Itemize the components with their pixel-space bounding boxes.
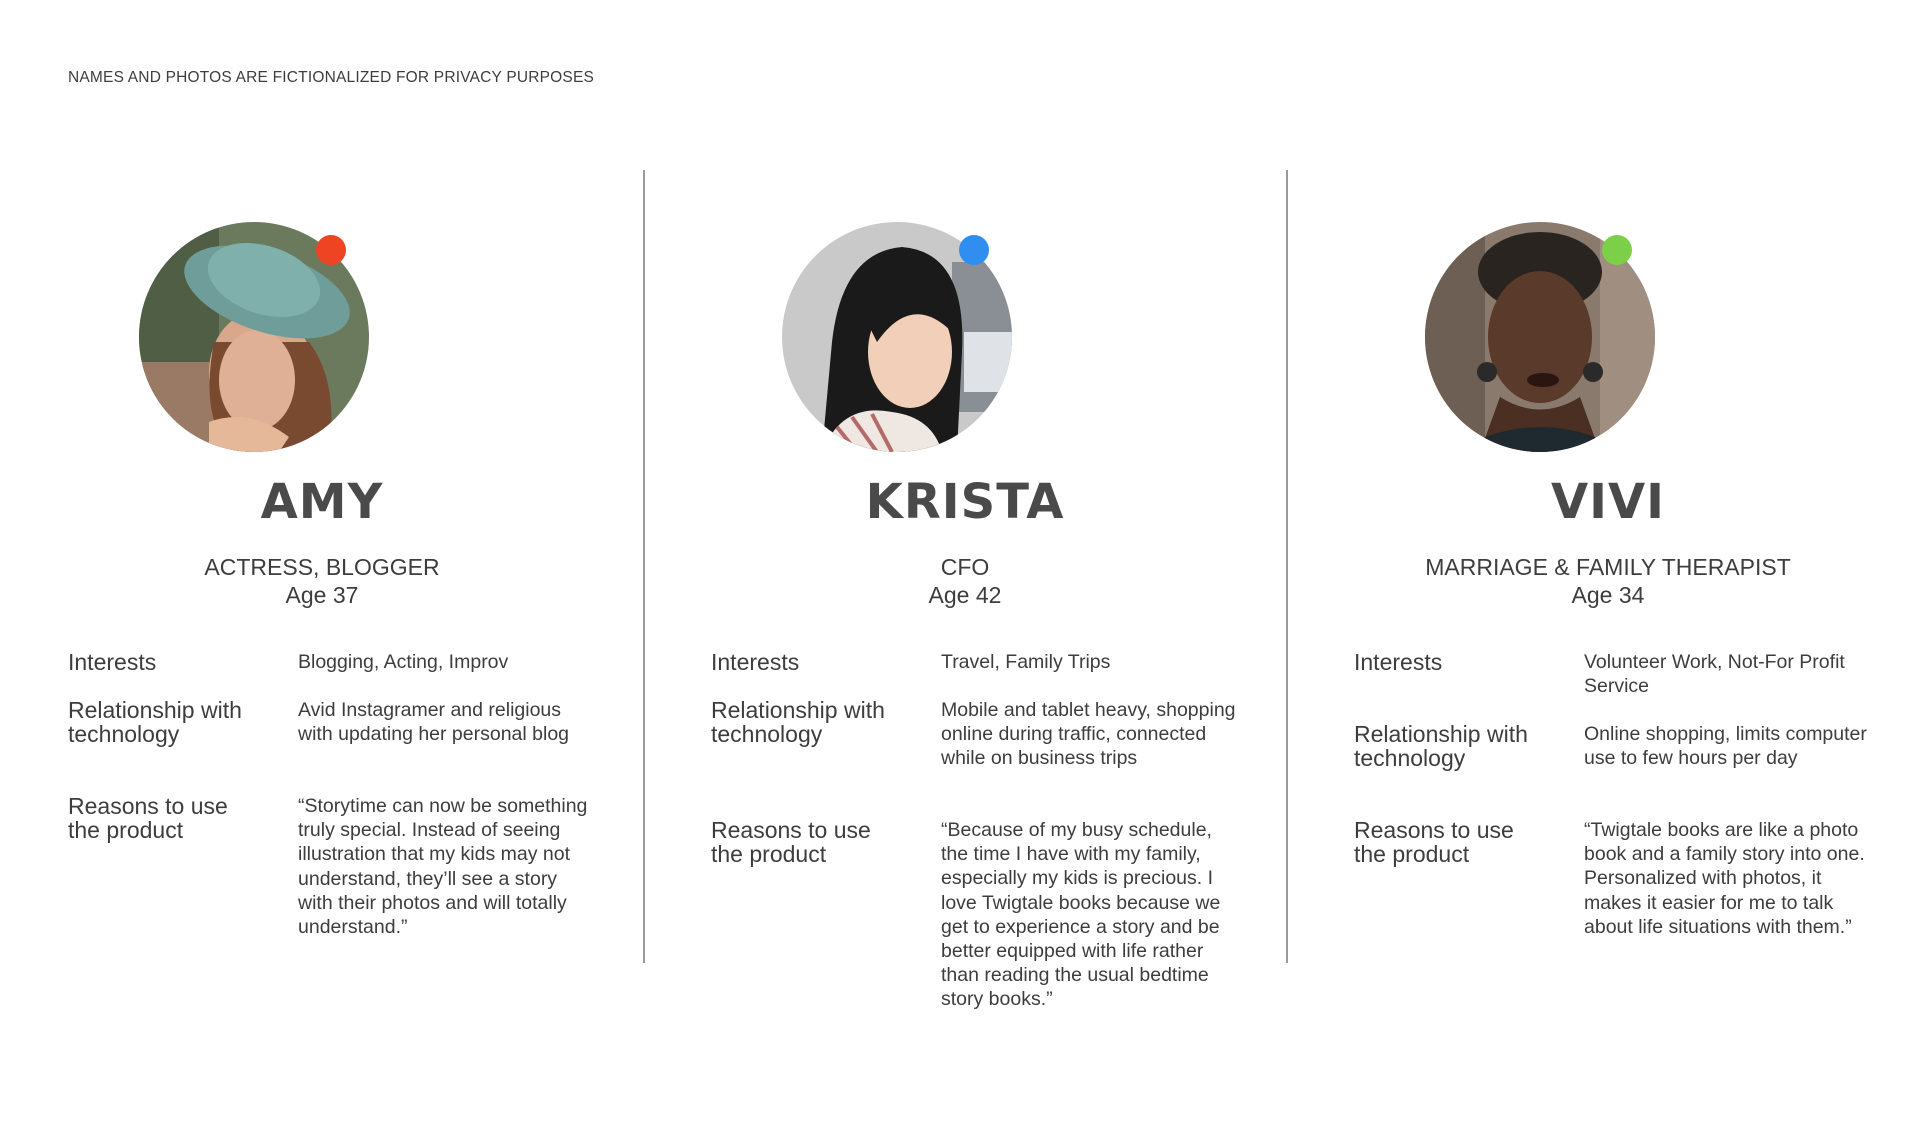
persona-role: ACTRESS, BLOGGER (204, 554, 440, 580)
persona-role: CFO (940, 554, 990, 580)
avatar-container (139, 222, 369, 452)
relationship-label: Relationship with technology (1354, 721, 1528, 771)
persona-age: Age 34 (1571, 582, 1645, 608)
reasons-value: “Twigtale books are like a photo book and a family story into one. Personalized with photos, it makes it easier for me to talk about life situations with them.” (1584, 819, 1865, 938)
persona-name: VIVI (1550, 474, 1665, 530)
interests-value: Travel, Family Trips (941, 651, 1111, 673)
interests-value: Volunteer Work, Not-For Profit Service (1584, 651, 1845, 698)
relationship-value: Online shopping, limits computer use to few hours per day (1584, 723, 1867, 770)
avatar-container (782, 222, 1012, 452)
interests-value: Blogging, Acting, Improv (298, 651, 509, 673)
persona-card-krista (643, 0, 1243, 1128)
avatar-container (1425, 222, 1655, 452)
reasons-label: Reasons to use the product (68, 793, 228, 843)
persona-age: Age 42 (928, 582, 1002, 608)
persona-role: MARRIAGE & FAMILY THERAPIST (1425, 554, 1791, 580)
interests-label: Interests (68, 649, 157, 675)
persona-name: AMY (260, 474, 384, 530)
persona-card-vivi (1286, 0, 1886, 1128)
reasons-value: “Because of my busy schedule, the time I have with my family, especially my kids is precious. I love Twigtale books because we get to experience a story and be better equipped with life rather than reading the usual bedtime story books.” (941, 819, 1221, 1011)
persona-name: KRISTA (865, 474, 1065, 530)
reasons-label: Reasons to use the product (711, 817, 871, 867)
interests-label: Interests (1354, 649, 1443, 675)
reasons-value: “Storytime can now be something truly special. Instead of seeing illustration that my kids may not understand, they’ll see a story with their photos and will totally understand.” (298, 795, 588, 939)
reasons-label: Reasons to use the product (1354, 817, 1514, 867)
status-indicator (316, 235, 346, 265)
interests-label: Interests (711, 649, 800, 675)
status-indicator (959, 235, 989, 265)
relationship-value: Mobile and tablet heavy, shopping online during traffic, connected while on business trips (941, 699, 1236, 770)
relationship-value: Avid Instagramer and religious with updating her personal blog (298, 699, 570, 746)
persona-age: Age 37 (285, 582, 359, 608)
persona-card-amy (0, 0, 600, 1128)
status-indicator (1602, 235, 1632, 265)
privacy-disclaimer: NAMES AND PHOTOS ARE FICTIONALIZED FOR PRIVACY PURPOSES (68, 69, 595, 86)
relationship-label: Relationship with technology (711, 697, 885, 747)
relationship-label: Relationship with technology (68, 697, 242, 747)
